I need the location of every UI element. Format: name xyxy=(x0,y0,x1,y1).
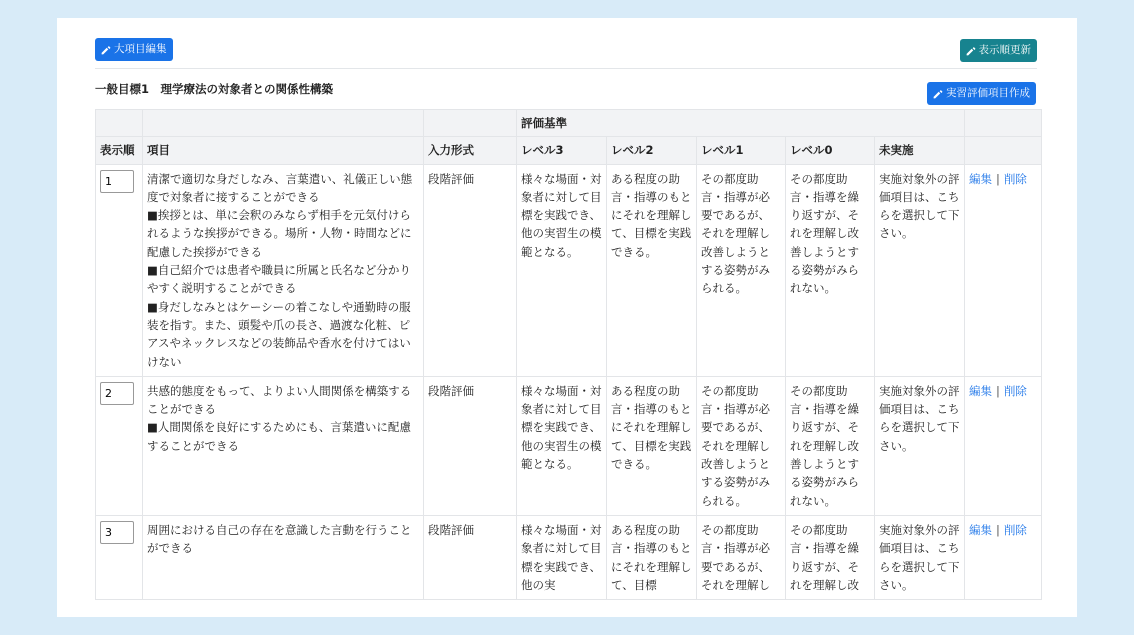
level1-cell: その都度助言・指導が必要であるが、それを理解し改善しようとする姿勢がみられる。 xyxy=(697,164,786,376)
header-input-type: 入力形式 xyxy=(424,137,517,164)
actions-cell xyxy=(965,376,1042,515)
header-spacer xyxy=(96,110,143,137)
action-separator: | xyxy=(996,383,1000,398)
header-spacer xyxy=(143,110,424,137)
edit-link[interactable]: 編集 xyxy=(969,522,992,537)
update-order-button[interactable] xyxy=(960,39,1038,62)
item-cell: 共感的態度をもって、よりよい人間関係を構築することができる ■人間関係を良好にするためにも、言葉遣いに配慮することができる xyxy=(143,376,424,515)
major-item-edit-button[interactable] xyxy=(95,38,173,61)
order-input[interactable] xyxy=(100,521,134,544)
level0-cell: その都度助言・指導を繰り返すが、それを理解し改善しようとする姿勢がみられない。 xyxy=(786,164,875,376)
table-header-row xyxy=(96,137,1042,164)
input-type-cell: 段階評価 xyxy=(424,376,517,515)
header-actions xyxy=(965,137,1042,164)
evaluation-table-container[interactable] xyxy=(95,109,1043,592)
order-cell xyxy=(96,376,143,515)
content-card xyxy=(57,18,1077,617)
table-header-group-row xyxy=(96,110,1042,137)
pencil-icon xyxy=(101,45,111,55)
major-item-edit-label: 大項目編集 xyxy=(114,43,167,55)
pencil-icon xyxy=(966,46,976,56)
header-item: 項目 xyxy=(143,137,424,164)
level2-cell: ある程度の助言・指導のもとにそれを理解して、目標を実践できる。 xyxy=(607,376,697,515)
level0-cell: その都度助言・指導を繰り返すが、それを理解し改 xyxy=(786,515,875,599)
action-separator: | xyxy=(996,171,1000,186)
header-level3: レベル3 xyxy=(517,137,607,164)
order-cell xyxy=(96,164,143,376)
order-cell xyxy=(96,515,143,599)
level1-cell: その都度助言・指導が必要であるが、それを理解し xyxy=(697,515,786,599)
level3-cell: 様々な場面・対象者に対して目標を実践でき、他の実 xyxy=(517,515,607,599)
level2-cell: ある程度の助言・指導のもとにそれを理解して、目標を実践できる。 xyxy=(607,164,697,376)
update-order-label: 表示順更新 xyxy=(978,44,1031,56)
item-cell: 清潔で適切な身だしなみ、言葉遣い、礼儀正しい態度で対象者に接することができる ■挨拶とは、単に会釈のみならず相手を元気付けられるような挨拶ができる。場所・人物・時間などに配慮した挨拶ができる ■自己紹介では患者や職員に所属と氏名など分かりやすく説明することができる ■身だしなみとはケーシーの着こなしや通勤時の服装を指す。また、頭髪や爪の長さ、過渡な化粧、ピアスやネックレスなどの装飾品や香水を付けてはいけない xyxy=(143,164,424,376)
header-criteria-group: 評価基準 xyxy=(517,110,965,137)
not-implemented-cell: 実施対象外の評価項目は、こちらを選択して下さい。 xyxy=(875,515,965,599)
header-spacer xyxy=(965,110,1042,137)
level1-cell: その都度助言・指導が必要であるが、それを理解し改善しようとする姿勢がみられる。 xyxy=(697,376,786,515)
goal-title: 一般目標1 理学療法の対象者との関係性構築 xyxy=(95,82,333,96)
level0-cell: その都度助言・指導を繰り返すが、それを理解し改善しようとする姿勢がみられない。 xyxy=(786,376,875,515)
header-level0: レベル0 xyxy=(786,137,875,164)
action-separator: | xyxy=(996,522,1000,537)
delete-link[interactable]: 削除 xyxy=(1003,171,1027,186)
input-type-cell: 段階評価 xyxy=(424,515,517,599)
order-input[interactable] xyxy=(100,382,134,405)
level3-cell: 様々な場面・対象者に対して目標を実践でき、他の実習生の模範となる。 xyxy=(517,164,607,376)
header-divider xyxy=(95,68,1037,69)
header-not-implemented: 未実施 xyxy=(875,137,965,164)
delete-link[interactable]: 削除 xyxy=(1003,383,1027,398)
table-row xyxy=(96,164,1042,376)
header-level1: レベル1 xyxy=(697,137,786,164)
level2-cell: ある程度の助言・指導のもとにそれを理解して、目標 xyxy=(607,515,697,599)
pencil-icon xyxy=(933,89,943,99)
table-row xyxy=(96,515,1042,599)
table-row xyxy=(96,376,1042,515)
order-input[interactable] xyxy=(100,170,134,193)
actions-cell xyxy=(965,515,1042,599)
input-type-cell: 段階評価 xyxy=(424,164,517,376)
level3-cell: 様々な場面・対象者に対して目標を実践でき、他の実習生の模範となる。 xyxy=(517,376,607,515)
not-implemented-cell: 実施対象外の評価項目は、こちらを選択して下さい。 xyxy=(875,376,965,515)
evaluation-table xyxy=(95,109,1042,600)
not-implemented-cell: 実施対象外の評価項目は、こちらを選択して下さい。 xyxy=(875,164,965,376)
header-order: 表示順 xyxy=(96,137,143,164)
header-spacer xyxy=(424,110,517,137)
header-level2: レベル2 xyxy=(607,137,697,164)
create-evaluation-item-button[interactable] xyxy=(927,82,1036,105)
delete-link[interactable]: 削除 xyxy=(1003,522,1027,537)
edit-link[interactable]: 編集 xyxy=(969,171,992,186)
create-evaluation-item-label: 実習評価項目作成 xyxy=(946,87,1030,99)
actions-cell xyxy=(965,164,1042,376)
edit-link[interactable]: 編集 xyxy=(969,383,992,398)
item-cell: 周囲における自己の存在を意識した言動を行うことができる xyxy=(143,515,424,599)
